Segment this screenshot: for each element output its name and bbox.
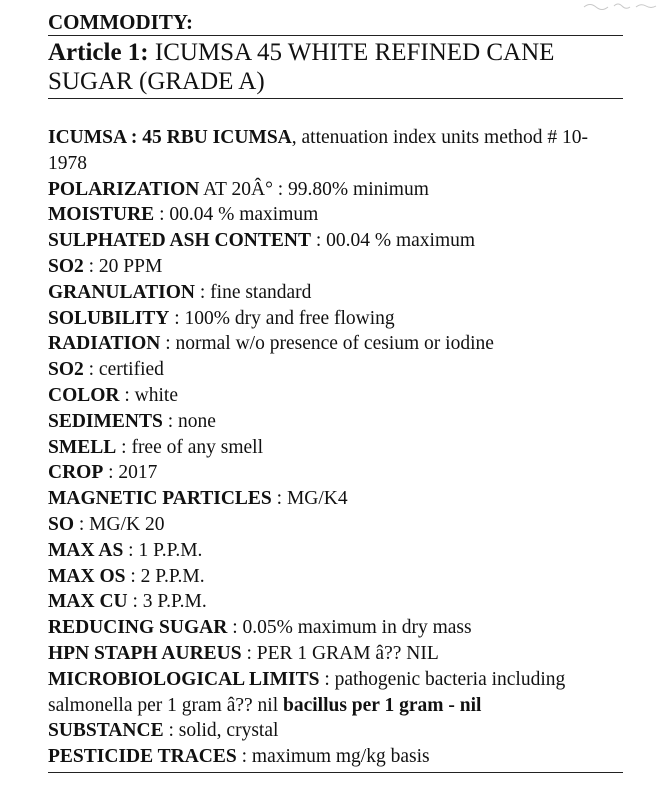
spec-value: : 20 PPM	[83, 255, 163, 277]
document-page	[48, 10, 623, 773]
spec-value: : none	[162, 410, 216, 432]
spec-label: MOISTURE	[48, 204, 155, 226]
spec-label: MICROBIOLOGICAL LIMITS	[48, 668, 320, 690]
spec-value: : 0.05% maximum in dry mass	[227, 617, 472, 639]
spec-label: POLARIZATION	[48, 178, 200, 200]
spec-label: SO	[48, 513, 75, 535]
spec-row	[48, 125, 623, 177]
spec-label: HPN STAPH AUREUS	[48, 642, 242, 664]
spec-row	[48, 512, 623, 538]
spec-label: MAX OS	[48, 565, 126, 587]
commodity-heading: COMMODITY:	[48, 10, 623, 36]
spec-value: : 1 P.P.M.	[123, 539, 203, 561]
spec-row	[48, 744, 623, 770]
spec-value: : MG/K 20	[74, 513, 165, 535]
spec-value: : fine standard	[194, 281, 312, 303]
spec-value: : normal w/o presence of cesium or iodine	[160, 333, 494, 355]
spec-value: : free of any smell	[116, 436, 264, 458]
spec-label: CROP	[48, 462, 104, 484]
spec-value: AT 20Â° : 99.80% minimum	[199, 178, 429, 200]
spec-label: SMELL	[48, 436, 117, 458]
spec-row	[48, 357, 623, 383]
spec-label: SO2	[48, 359, 84, 381]
spec-value: : 3 P.P.M.	[127, 591, 207, 613]
spec-row	[48, 202, 623, 228]
spec-row	[48, 718, 623, 744]
spec-row	[48, 280, 623, 306]
spec-value: : solid, crystal	[163, 720, 279, 742]
spec-row	[48, 589, 623, 615]
spec-row	[48, 177, 623, 203]
spec-label: MAX AS	[48, 539, 124, 561]
spec-value: : 2017	[103, 462, 158, 484]
bottom-rule	[48, 772, 623, 773]
spec-label: SULPHATED ASH CONTENT	[48, 230, 311, 252]
spec-label: ICUMSA : 45 RBU ICUMSA	[48, 127, 292, 148]
spec-value: : pathogenic bacteria including salmonella per 1 gram â?? nil	[48, 668, 566, 716]
article-title	[48, 38, 623, 99]
spec-value: : 00.04 % maximum	[310, 230, 476, 252]
spec-value-bold: bacillus per 1 gram - nil	[283, 694, 482, 716]
spec-label: COLOR	[48, 384, 120, 406]
spec-label: MAGNETIC PARTICLES	[48, 488, 272, 510]
spec-label: SOLUBILITY	[48, 307, 170, 329]
spec-row	[48, 331, 623, 357]
spec-value: : maximum mg/kg basis	[236, 746, 430, 768]
article-number: Article 1:	[48, 39, 149, 66]
spec-label: REDUCING SUGAR	[48, 617, 228, 639]
spec-row	[48, 615, 623, 641]
article-name: ICUMSA 45 WHITE REFINED CANE SUGAR (GRADE A)	[48, 39, 555, 95]
spec-value: : 100% dry and free flowing	[169, 307, 395, 329]
spec-value: : 2 P.P.M.	[125, 565, 205, 587]
spec-row	[48, 435, 623, 461]
spec-row	[48, 641, 623, 667]
spec-value: : certified	[83, 359, 164, 381]
spec-label: SUBSTANCE	[48, 720, 164, 742]
spec-row	[48, 538, 623, 564]
spec-value: : PER 1 GRAM â?? NIL	[241, 642, 439, 664]
spec-row	[48, 486, 623, 512]
spec-row	[48, 667, 623, 719]
spec-row	[48, 306, 623, 332]
spec-list	[48, 125, 623, 770]
spec-value: , attenuation index units method # 10-1978	[48, 127, 589, 174]
spec-row	[48, 383, 623, 409]
spec-row	[48, 254, 623, 280]
spec-row	[48, 460, 623, 486]
spec-label: PESTICIDE TRACES	[48, 746, 237, 768]
spec-row	[48, 564, 623, 590]
spec-row	[48, 409, 623, 435]
spec-label: SO2	[48, 255, 84, 277]
spec-value: : MG/K4	[271, 488, 348, 510]
spec-row	[48, 228, 623, 254]
spec-value: : white	[119, 384, 179, 406]
spec-label: RADIATION	[48, 333, 161, 355]
spec-label: GRANULATION	[48, 281, 195, 303]
spec-label: SEDIMENTS	[48, 410, 163, 432]
spec-value: : 00.04 % maximum	[154, 204, 319, 226]
spec-label: MAX CU	[48, 591, 128, 613]
